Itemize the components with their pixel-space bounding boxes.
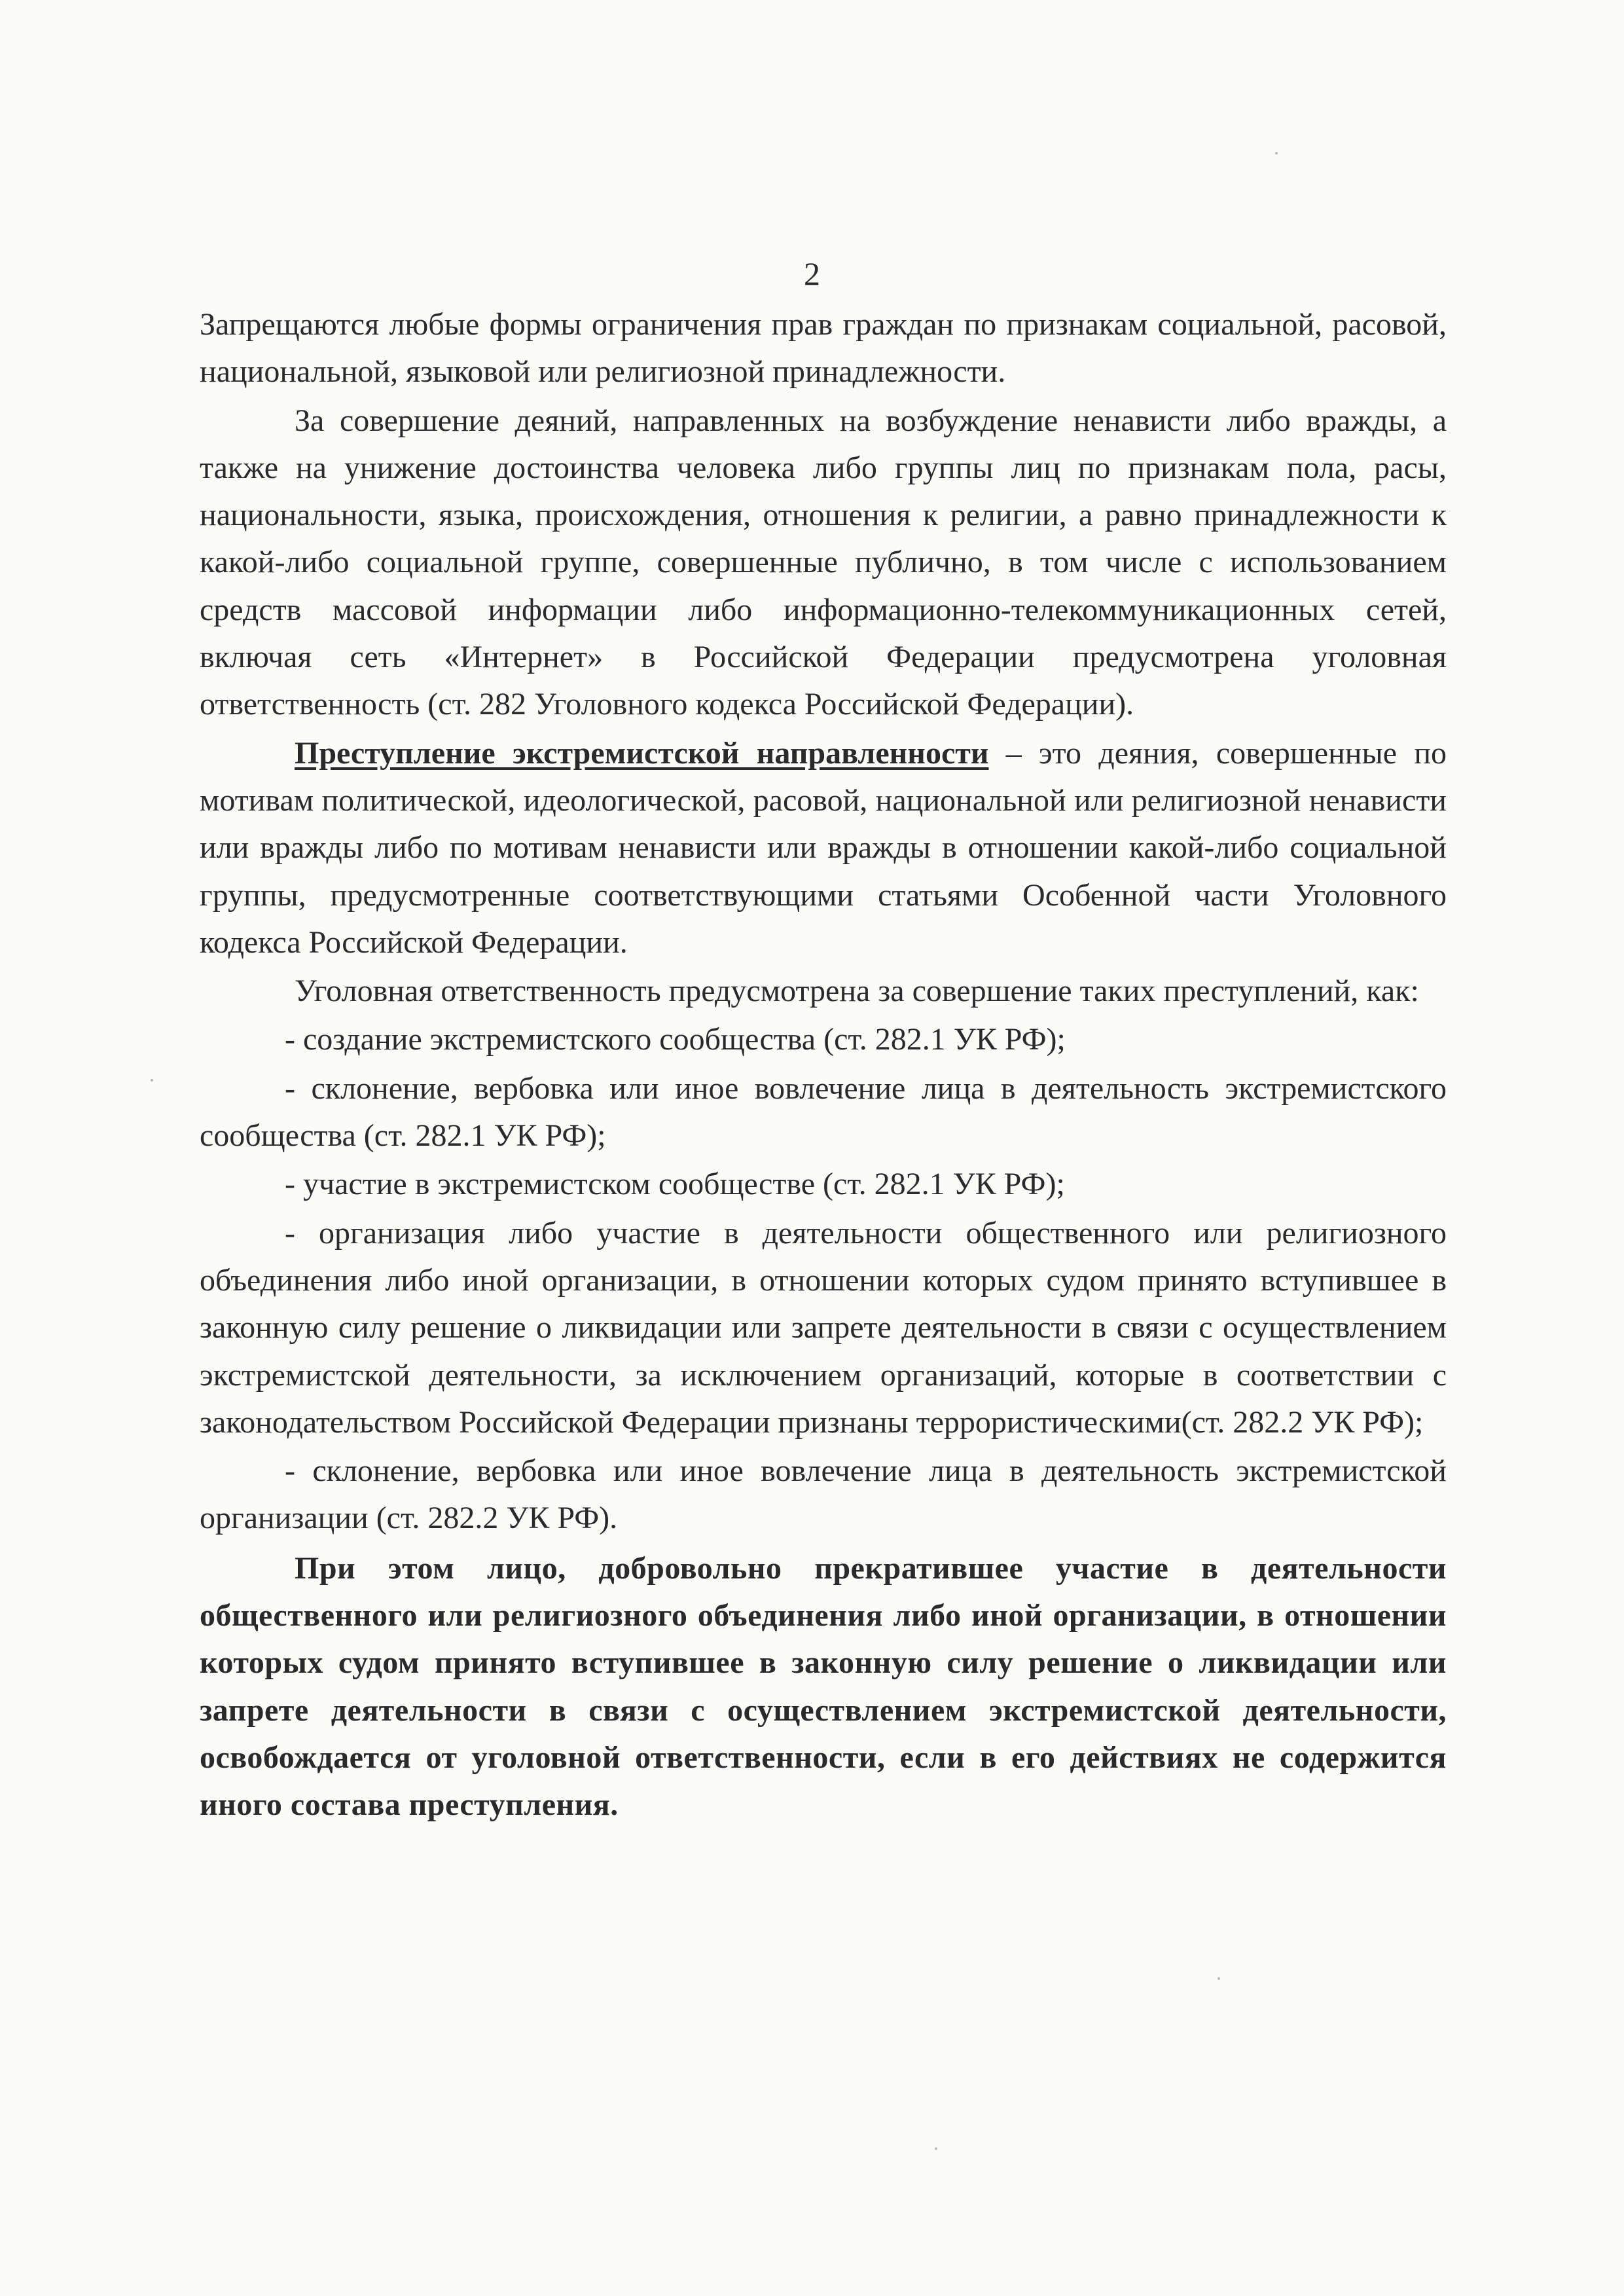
paragraph-liability-282: За совершение деяний, направленных на возбуждение ненависти либо вражды, а также на унижение достоинства человека либо группы лиц по признакам пола, расы, национальности, языка, происхождения, отношения к религии, а равно принадлежности к какой-либо социальной группе, совершенные публично, в том числе с использованием средств массовой информации либо информационно-телекоммуникационных сетей, включая сеть «Интернет» в Российской Федерации предусмотрена уголовная ответственность (ст. 282 Уголовного кодекса Российской Федерации). [200, 403, 1447, 722]
list-item: - склонение, вербовка или иное вовлечение лица в деятельность экстремистского сообщества (ст. 282.1 УК РФ); [200, 1070, 1447, 1154]
list-item: - склонение, вербовка или иное вовлечение лица в деятельность экстремистской организации (ст. 282.2 УК РФ). [200, 1453, 1447, 1536]
scan-speck [1218, 1977, 1220, 1980]
definition-text: – это деяния, совершенные по мотивам политической, идеологической, расовой, национальной или религиозной ненависти или вражды либо по мотивам ненависти или вражды в отношении какой-либо социальной группы, предусмотренные соответствующими статьями Особенной части Уголовного кодекса Российской Федерации. [200, 735, 1447, 960]
paragraph-exemption: При этом лицо, добровольно прекратившее участие в деятельности общественного или религиозного объединения либо иной организации, в отношении которых судом принято вступившее в законную силу решение о ликвидации или запрете деятельности в связи с осуществлением экстремистской деятельности, освобождается от уголовной ответственности, если в его действиях не содержится иного состава преступления. [200, 1550, 1447, 1823]
paragraph-extremist-crime-definition [200, 730, 1447, 966]
scan-speck [1275, 152, 1278, 155]
document-body [200, 301, 1447, 1829]
list-item: - организация либо участие в деятельности общественного или религиозного объединения либо иной организации, в отношении которых судом принято вступившее в законную силу решение о ликвидации или запрете деятельности в связи с осуществлением экстремистской деятельности, за исключением организаций, которые в соответствии с законодательством Российской Федерации признаны террористическими(ст. 282.2 УК РФ); [200, 1215, 1447, 1440]
scan-speck [935, 2147, 937, 2150]
list-item: - создание экстремистского сообщества (ст. 282.1 УК РФ); [285, 1022, 1066, 1057]
paragraph-restrictions: Запрещаются любые формы ограничения прав граждан по признакам социальной, расовой, национальной, языковой или религиозной принадлежности. [200, 307, 1447, 390]
paragraph-liability-intro: Уголовная ответственность предусмотрена за совершение таких преступлений, как: [295, 974, 1419, 1009]
scan-speck [151, 1079, 153, 1082]
list-item: - участие в экстремистском сообществе (ст. 282.1 УК РФ); [285, 1167, 1065, 1202]
term-extremist-crime: Преступление экстремистской направленности [295, 735, 989, 771]
page-number: 2 [804, 255, 820, 292]
